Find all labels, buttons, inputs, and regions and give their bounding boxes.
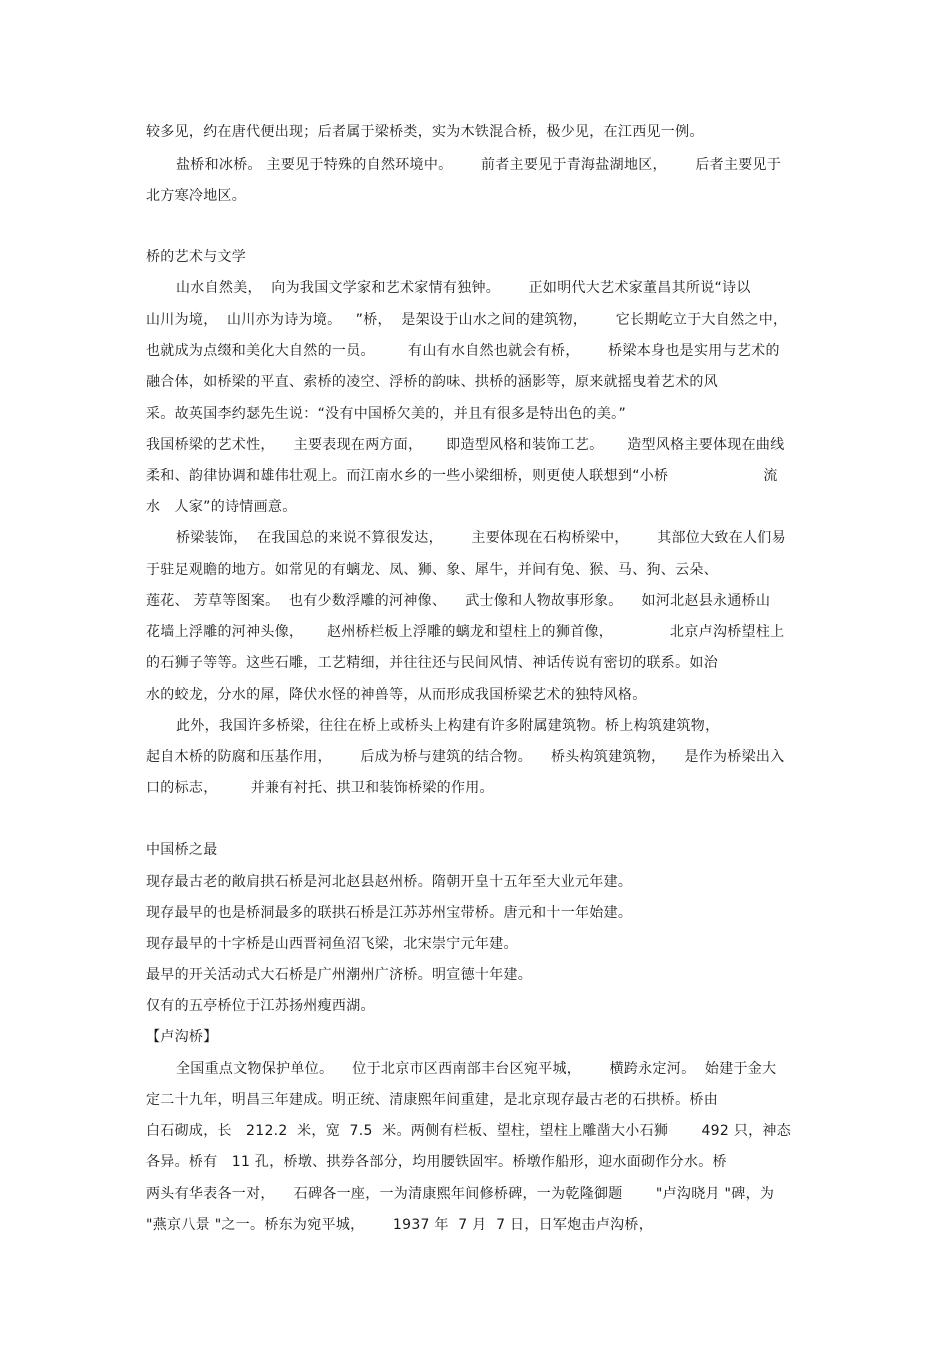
paragraph-line: 水 人家”的诗情画意。: [146, 499, 297, 515]
paragraph-line: 的石狮子等等。这些石雕，工艺精细，并往往还与民间风情、神话传说有密切的联系。如治: [146, 655, 718, 671]
list-item: 现存最早的十字桥是山西晋祠鱼沼飞梁，北宋崇宁元年建。: [146, 936, 518, 952]
paragraph-line: 柔和、韵律协调和雄伟壮观上。而江南水乡的一些小梁细桥，则更使人联想到“小桥 流: [146, 468, 778, 484]
paragraph-line: 桥梁装饰， 在我国总的来说不算很发达， 主要体现在石构桥梁中， 其部位大致在人们易: [176, 530, 786, 546]
paragraph-line: 各异。桥有 11 孔，桥墩、拱券各部分，均用腰铁固牢。桥墩作船形，迎水面砌作分水。桥: [146, 1154, 727, 1170]
list-item: 现存最古老的敞肩拱石桥是河北赵县赵州桥。隋朝开皇十五年至大业元年建。: [146, 874, 633, 890]
paragraph-line: 水的蛟龙，分水的犀，降伏水怪的神兽等，从而形成我国桥梁艺术的独特风格。: [146, 687, 647, 703]
paragraph-line: 山川为境， 山川亦为诗为境。 ”桥， 是架设于山水之间的建筑物， 它长期屹立于大自然之中，: [146, 312, 788, 328]
paragraph-line: 也就成为点缀和美化大自然的一员。 有山有水自然也就会有桥， 桥梁本身也是实用与艺术的: [146, 343, 780, 359]
paragraph-line: 山水自然美， 向为我国文学家和艺术家情有独钟。 正如明代大艺术家董昌其所说“诗以: [176, 280, 751, 296]
section-heading: 【卢沟桥】: [146, 1029, 218, 1045]
paragraph-line: 盐桥和冰桥。 主要见于特殊的自然环境中。 前者主要见于青海盐湖地区， 后者主要见于: [176, 157, 782, 173]
paragraph-line: 全国重点文物保护单位。 位于北京市区西南部丰台区宛平城， 横跨永定河。 始建于金大: [176, 1061, 777, 1077]
paragraph-line: 采。故英国李约瑟先生说：“没有中国桥欠美的，并且有很多是特出色的美。”: [146, 406, 627, 422]
paragraph-line: 我国桥梁的艺术性， 主要表现在两方面， 即造型风格和装饰工艺。 造型风格主要体现在曲线: [146, 437, 785, 453]
paragraph-line: 于驻足观瞻的地方。如常见的有螭龙、凤、狮、象、犀牛，并间有兔、猴、马、狗、云朵、: [146, 562, 718, 578]
paragraph-line: 较多见，约在唐代便出现；后者属于梁桥类，实为木铁混合桥，极少见，在江西见一例。: [146, 124, 704, 140]
list-item: 仅有的五亭桥位于江苏扬州瘦西湖。: [146, 998, 375, 1014]
paragraph-line: 北方寒冷地区。: [146, 188, 247, 204]
paragraph-line: 花墙上浮雕的河神头像， 赵州桥栏板上浮雕的螭龙和望柱上的狮首像， 北京卢沟桥望柱上: [146, 624, 785, 640]
paragraph-line: 起自木桥的防腐和压基作用， 后成为桥与建筑的结合物。 桥头构筑建筑物， 是作为桥梁出入: [146, 749, 785, 765]
paragraph-line: "燕京八景 "之一。桥东为宛平城， 1937 年 7 月 7 日，日军炮击卢沟桥，: [146, 1217, 654, 1233]
list-item: 最早的开关活动式大石桥是广州潮州广济桥。明宣德十年建。: [146, 967, 533, 983]
list-item: 现存最早的也是桥洞最多的联拱石桥是江苏苏州宝带桥。唐元和十一年始建。: [146, 905, 633, 921]
paragraph-line: 融合体，如桥梁的平直、索桥的凌空、浮桥的韵味、拱桥的涵影等，原来就摇曳着艺术的风: [146, 374, 718, 390]
paragraph-line: 口的标志， 并兼有衬托、拱卫和装饰桥梁的作用。: [146, 780, 494, 796]
paragraph-line: 白石砌成，长 212.2 米，宽 7.5 米。两侧有栏板、望柱，望柱上雕凿大小石狮 492 只，神态: [146, 1123, 792, 1139]
paragraph-line: 定二十九年，明昌三年建成。明正统、清康熙年间重建，是北京现存最古老的石拱桥。桥由: [146, 1092, 718, 1108]
section-heading: 桥的艺术与文学: [146, 249, 247, 265]
section-heading: 中国桥之最: [146, 842, 218, 858]
paragraph-line: 莲花、 芳草等图案。 也有少数浮雕的河神像、 武士像和人物故事形象。 如河北赵县永通桥山: [146, 593, 771, 609]
paragraph-line: 两头有华表各一对， 石碑各一座，一为清康熙年间修桥碑，一为乾隆御题 "卢沟晓月 "碑，为: [146, 1186, 775, 1202]
paragraph-line: 此外，我国许多桥梁，往往在桥上或桥头上构建有许多附属建筑物。桥上构筑建筑物，: [176, 718, 720, 734]
